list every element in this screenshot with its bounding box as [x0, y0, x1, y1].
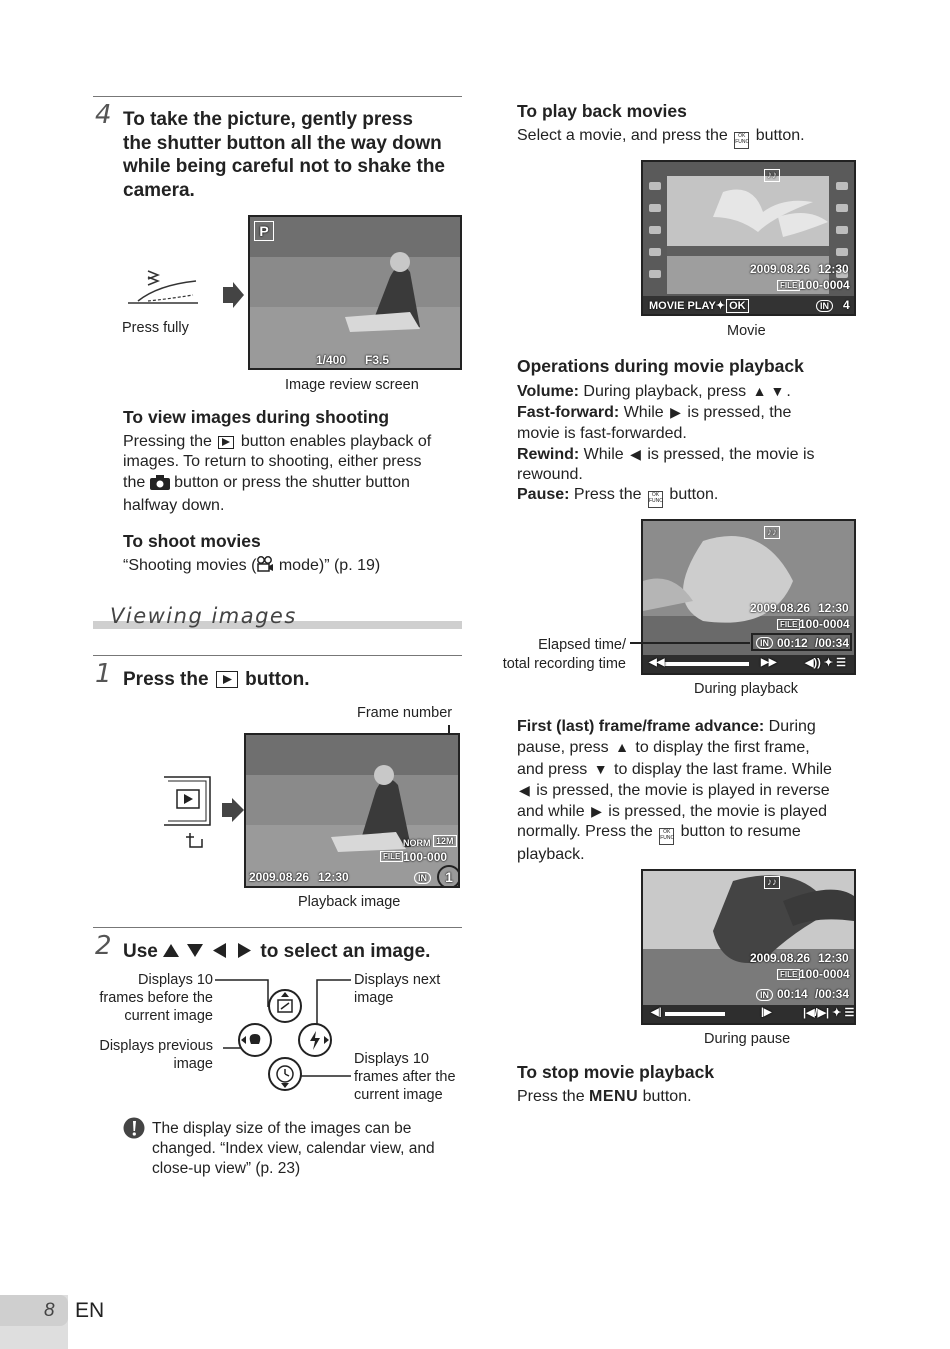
fast-forward-icon: ▶▶ [761, 657, 777, 668]
frame-back-icon: ◀| [651, 1007, 662, 1018]
first-last-text: First (last) frame/frame advance: During pause, press ▲ to display the first frame, and press ▼ to display the last frame. While ◀ is pressed, the movie is played in reverse and while ▶ is pressed, the movie is played normally. Press the OK FUNC button to resume playback. [517, 718, 832, 864]
date: 2009.08.26 [750, 951, 811, 965]
arrow-keys-icon [163, 942, 255, 966]
playback-image [244, 733, 460, 888]
image-review-screen [248, 215, 462, 370]
label-previous: Displays previous image [99, 1038, 213, 1072]
camera-icon [150, 475, 170, 496]
image-caption: During playback [694, 681, 798, 697]
section-title: Viewing images [110, 604, 297, 628]
file-number: 100-000 [403, 850, 448, 864]
during-playback-screen [641, 519, 856, 675]
step-number: 1 [95, 659, 112, 689]
date: 2009.08.26 [750, 601, 811, 615]
ok-func-button-icon: OK FUNC [648, 491, 663, 508]
file-number: 100-0004 [799, 617, 850, 631]
date: 2009.08.26 [249, 870, 310, 884]
step-number: 4 [95, 100, 112, 130]
elapsed-time: 00:14 [777, 987, 808, 1001]
leader-line [630, 642, 750, 644]
volume-icon: ◀)) ✦ ☰ [805, 657, 846, 669]
time: 12:30 [818, 601, 849, 615]
movie-play-prompt: MOVIE PLAY✦ OK [649, 299, 749, 312]
elapsed-time-label: Elapsed time/ total recording time [502, 637, 626, 672]
file-icon: FILE [777, 969, 800, 980]
image-caption: Playback image [298, 894, 401, 910]
file-number: 100-0004 [799, 278, 850, 292]
divider [93, 927, 462, 928]
internal-memory-icon: IN [756, 637, 773, 649]
movie-mode-icon [256, 556, 274, 578]
page-tab-highlight [0, 1295, 68, 1326]
file-icon: FILE [777, 280, 800, 291]
frame-number: 4 [843, 298, 850, 312]
play-back-text: Select a movie, and press the OK FUNC button. [517, 126, 805, 149]
step-title: To take the picture, gently press the shutter button all the way down while being careful not to shake the camera. [123, 109, 445, 201]
ok-func-button-icon: OK FUNC [734, 132, 749, 149]
mode-p-indicator: P [254, 221, 274, 241]
file-number: 100-0004 [799, 967, 850, 981]
date: 2009.08.26 [750, 262, 811, 276]
time: 12:30 [318, 870, 349, 884]
label-next: Displays next image [354, 972, 441, 1006]
time: 12:30 [818, 262, 849, 276]
step-title: Use to select an image. [123, 940, 430, 966]
language-label: EN [75, 1299, 105, 1322]
rewind-icon: ◀◀ [649, 657, 665, 668]
image-caption: During pause [704, 1031, 791, 1047]
divider [93, 96, 462, 97]
movie-screen [641, 160, 856, 316]
during-pause-screen [641, 869, 856, 1025]
shutter-speed: 1/400 [316, 353, 347, 367]
subheading: Operations during movie playback [517, 356, 804, 376]
first-last-icon: |◀/▶| ✦ ☰ [803, 1007, 855, 1019]
playback-button-icon [218, 436, 234, 449]
movie-icon: ♪♪ [764, 169, 780, 182]
subheading: To view images during shooting [123, 407, 390, 427]
frame-forward-icon: |▶ [761, 1007, 772, 1018]
image-caption: Image review screen [285, 377, 419, 393]
subheading: To stop movie playback [517, 1062, 715, 1082]
label-10-before: Displays 10 frames before the current image [99, 972, 213, 1024]
internal-memory-icon: IN [816, 300, 833, 312]
note-text: The display size of the images can be changed. “Index view, calendar view, and close-up view” (p. 23) [152, 1120, 435, 1177]
frame-number-label: Frame number [357, 705, 453, 721]
total-time: /00:34 [815, 987, 850, 1001]
time: 12:30 [818, 951, 849, 965]
movie-icon: ♪♪ [764, 876, 780, 889]
view-shooting-text: Pressing the button enables playback of images. To return to shooting, either press the button or press the shutter button halfway down. [123, 433, 432, 514]
aperture: F3.5 [365, 353, 390, 367]
camera-buttons-illustration [160, 773, 250, 855]
file-icon: FILE [777, 619, 800, 630]
menu-button-label: MENU [589, 1088, 639, 1105]
quality-indicator: NORM [403, 838, 431, 848]
step-title: Press the button. [123, 669, 310, 690]
press-fully-label: Press fully [122, 320, 189, 336]
step-number: 2 [95, 931, 112, 961]
shoot-movies-text: “Shooting movies ( mode)” (p. 19) [123, 556, 380, 578]
divider [93, 655, 462, 656]
internal-memory-icon: IN [756, 989, 773, 1001]
subheading: To play back movies [517, 101, 687, 121]
playback-button-icon [216, 671, 238, 688]
total-time: /00:34 [815, 636, 850, 650]
subheading: To shoot movies [123, 531, 261, 551]
shutter-press-illustration [118, 265, 248, 315]
frame-number: 1 [437, 865, 460, 888]
internal-memory-icon: IN [414, 872, 431, 884]
file-icon: FILE [380, 851, 403, 862]
ok-func-button-icon: OK FUNC [659, 828, 674, 845]
elapsed-time: 00:12 [777, 636, 808, 650]
image-caption: Movie [727, 323, 766, 339]
label-10-after: Displays 10 frames after the current image [354, 1051, 456, 1103]
operations-text: Volume: During playback, press ▲ ▼ . Fast-forward: While ▶ is pressed, the movie is fast-forwarded. Rewind: While ◀ is pressed, the movie is rewound. Pause: Press the OK FUNC button. [517, 381, 862, 508]
image-size-indicator: 12M [433, 835, 457, 847]
caution-icon [123, 1117, 145, 1139]
movie-icon: ♪♪ [764, 526, 780, 539]
stop-text: Press the MENU button. [517, 1088, 692, 1105]
page-number: 8 [44, 1300, 55, 1321]
arrow-pad-diagram [213, 972, 353, 1092]
